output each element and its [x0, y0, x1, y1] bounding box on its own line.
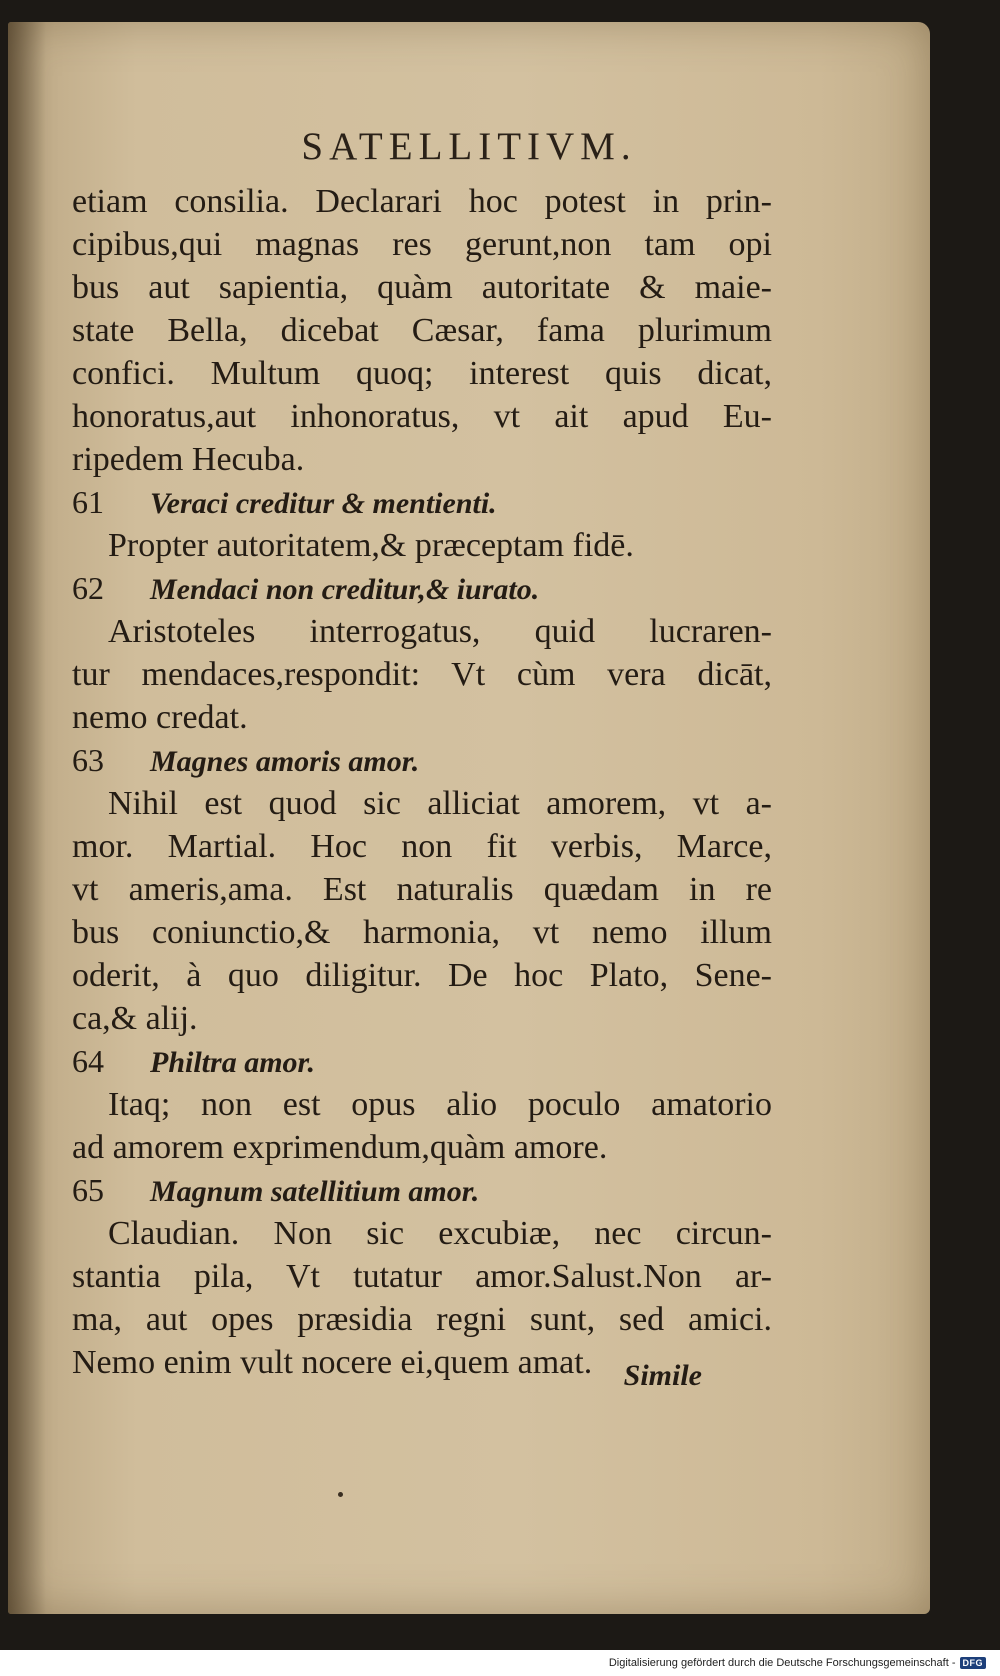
aphorism-title: Magnes amoris amor.: [150, 745, 420, 778]
text-line: bus coniunctio,& harmonia, vt nemo illum: [72, 914, 772, 951]
text-line: ad amorem exprimendum,quàm amore.: [72, 1129, 608, 1166]
text-line: Itaq; non est opus alio poculo amatorio: [108, 1086, 772, 1123]
aphorism-heading: [72, 739, 772, 782]
text-line: cipibus,qui magnas res gerunt,non tam opi: [72, 226, 772, 263]
aphorism-title: Magnum satellitium amor.: [150, 1175, 480, 1208]
text-line: Aristoteles interrogatus, quid lucraren-: [108, 613, 772, 650]
text-line: stantia pila, Vt tutatur amor.Salust.Non ar-: [72, 1258, 772, 1295]
catchword: Simile: [623, 1359, 702, 1392]
aphorism-number: 65: [72, 1172, 104, 1208]
text-line: oderit, à quo diligitur. De hoc Plato, Sene-: [72, 957, 772, 994]
aphorism-number: 61: [72, 484, 104, 520]
aphorism-number: 62: [72, 570, 104, 606]
book-page: [8, 22, 930, 1614]
credit-text: Digitalisierung gefördert durch die Deutsche Forschungsgemeinschaft -: [608, 1657, 956, 1669]
aphorism-title: Veraci creditur & mentienti.: [150, 487, 497, 520]
text-line: mor. Martial. Hoc non fit verbis, Marce,: [72, 828, 772, 865]
text-line: honoratus,aut inhonoratus, vt ait apud Eu-: [72, 398, 772, 435]
text-line: Claudian. Non sic excubiæ, nec circun-: [108, 1215, 772, 1252]
aphorism-title: Philtra amor.: [150, 1046, 316, 1079]
page-text: [72, 180, 772, 1384]
text-line: Propter autoritatem,& præceptam fidē.: [108, 527, 634, 564]
ink-dot: [338, 1492, 343, 1497]
running-head: SATELLITIVM.: [301, 125, 637, 168]
text-line: ripedem Hecuba.: [72, 441, 305, 478]
text-line: ma, aut opes præsidia regni sunt, sed amici.: [72, 1301, 772, 1338]
text-line: tur mendaces,respondit: Vt cùm vera dicāt,: [72, 656, 772, 693]
text-line: state Bella, dicebat Cæsar, fama plurimum: [72, 312, 772, 349]
aphorism-number: 63: [72, 742, 104, 778]
dfg-logo-icon: DFG: [960, 1657, 987, 1669]
digitization-credit: [603, 1654, 988, 1672]
text-line: nemo credat.: [72, 699, 248, 736]
aphorism-title: Mendaci non creditur,& iurato.: [150, 573, 540, 606]
aphorism-number: 64: [72, 1043, 104, 1079]
text-line: vt ameris,ama. Est naturalis quædam in re: [72, 871, 772, 908]
text-line: Nihil est quod sic alliciat amorem, vt a-: [108, 785, 772, 822]
aphorism-heading: [72, 481, 772, 524]
aphorism-heading: [72, 1169, 772, 1212]
aphorism-heading: [72, 1040, 772, 1083]
aphorism-heading: [72, 567, 772, 610]
text-line: confici. Multum quoq; interest quis dicat,: [72, 355, 772, 392]
text-line: bus aut sapientia, quàm autoritate & maie-: [72, 269, 772, 306]
text-line: Nemo enim vult nocere ei,quem amat.: [72, 1344, 593, 1381]
text-line: ca,& alij.: [72, 1000, 198, 1037]
text-line: etiam consilia. Declarari hoc potest in prin-: [72, 183, 772, 220]
spine-shadow: [8, 22, 46, 1614]
